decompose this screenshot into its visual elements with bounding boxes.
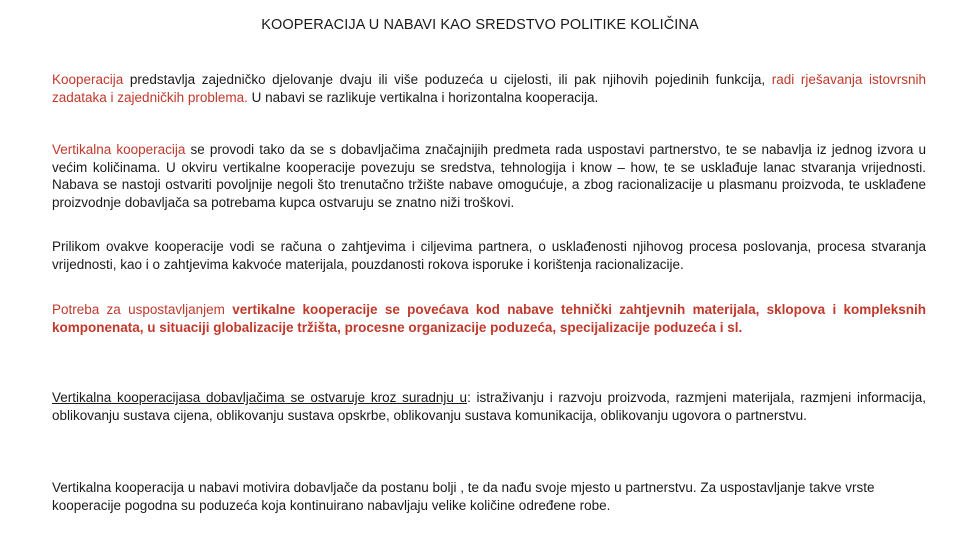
paragraph-potreba — [52, 301, 926, 336]
p5-underlined: Vertikalna kooperacijasa dobavljačima se ostvaruje kroz suradnju u — [52, 390, 468, 405]
paragraph-kooperacija-definition — [52, 71, 926, 106]
p2-text: se provodi tako da se s dobavljačima značajnijih predmeta rada uspostavi partnerstvo, te se nabavlja iz jednog izvora u većim količinama. U okviru vertikalne kooperacije povezuju se sredstva, tehnologija i know – how, te se usklađuje lanac stvaranja vrijednosti. Nabava se nastoji ostvariti povoljnije negoli što trenutačno tržište nabave omogućuje, a zbog racionalizacije u plasmanu proizvoda, te usklađene proizvodnje dobavljača sa potrebama kupca ostvaruju se znatno niži troškovi. — [52, 142, 926, 210]
paragraph-suradnja — [52, 389, 926, 424]
paragraph-prilikom — [52, 238, 926, 273]
page-title: KOOPERACIJA U NABAVI KAO SREDSTVO POLITIKE KOLIČINA — [261, 17, 699, 33]
p3-text: Prilikom ovakve kooperacije vodi se računa o zahtjevima i ciljevima partnera, o usklađenosti njihovog procesa poslovanja, procesa stvaranja vrijednosti, kao i o zahtjevima kakvoće materijala, pouzdanosti rokova isporuke i korištenja racionalizacije. — [52, 239, 926, 272]
term-kooperacija: Kooperacija — [52, 72, 124, 87]
paragraph-vertikalna-kooperacija — [52, 141, 926, 211]
p1-red-text: radi rješavanja istovrsnih zadataka i zajedničkih problema. — [52, 72, 926, 105]
paragraph-motivacija — [52, 479, 926, 514]
p5-text: : istraživanju i razvoju proizvoda, razmjeni materijala, razmjeni informacija, oblikovanju sustava cijena, oblikovanju sustava opskrbe, oblikovanju sustava komunikacija, oblikovanju ugovora o partnerstvu. — [52, 390, 926, 423]
term-vertikalna-kooperacija: Vertikalna kooperacija — [52, 142, 186, 157]
p4-bold: vertikalne kooperacije se povećava kod nabave tehnički zahtjevnih materijala, sklopova i kompleksnih komponenata, u situaciji globalizacije tržišta, procesne organizacije poduzeća, specijalizacije poduzeća i sl. — [52, 302, 927, 335]
p4-text-a: Potreba za uspostavljanjem — [52, 302, 233, 317]
p1-text-a: predstavlja zajedničko djelovanje dvaju ili više poduzeća u cijelosti, ili pak njihovih pojedinih funkcija, — [123, 72, 772, 87]
p1-text-b: U nabavi se razlikuje vertikalna i horizontalna kooperacija. — [247, 89, 599, 105]
p6-text: Vertikalna kooperacija u nabavi motivira dobavljače da postanu bolji , te da nađu svoje mjesto u partnerstvu. Za uspostavljanje takve vrste kooperacije pogodna su poduzeća koja kontinuirano nabavljaju velike količine određene robe. — [52, 480, 875, 513]
